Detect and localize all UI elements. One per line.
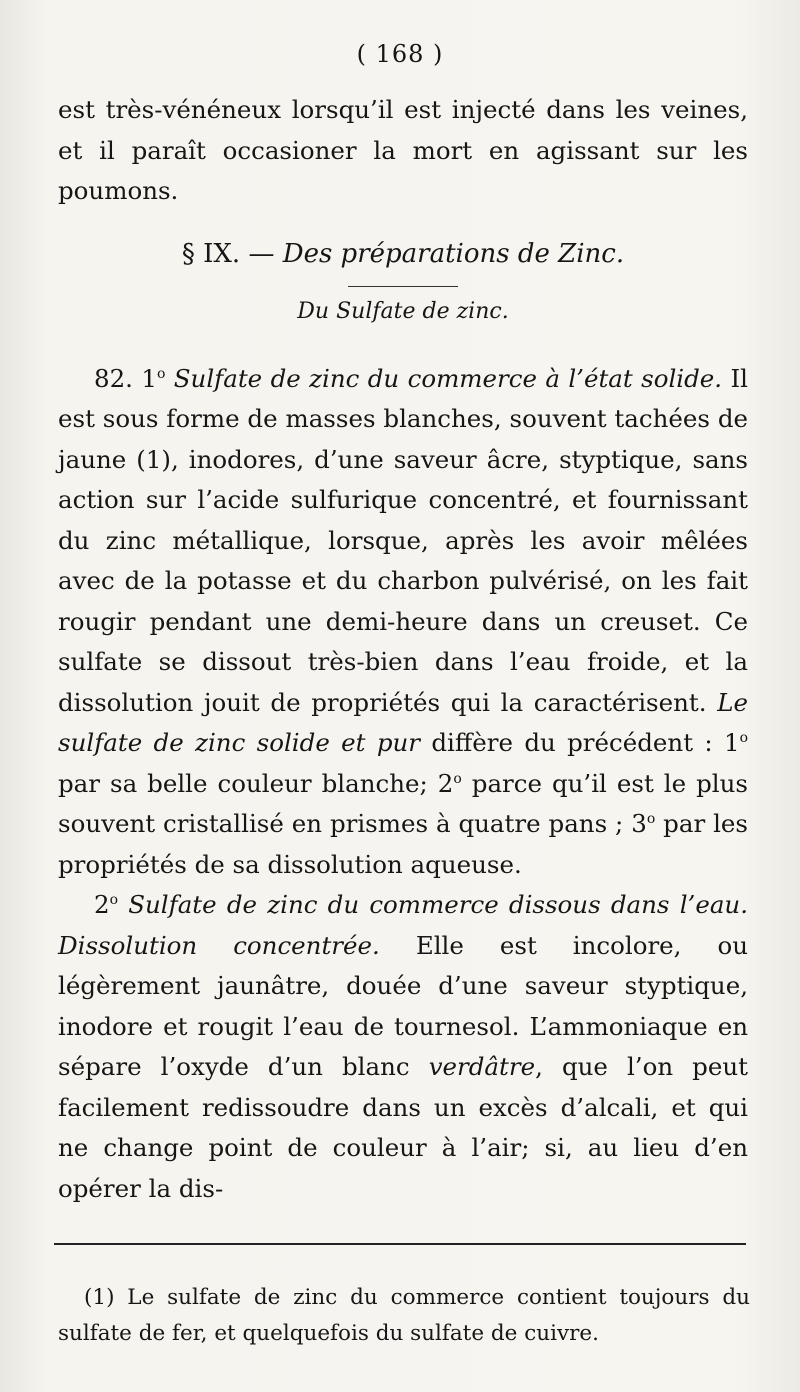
emphasis-text: verdâtre	[428, 1052, 536, 1081]
paragraph-text: , que l’on peut facilement redissoudre dans un excès d’alcali, et qui ne change point de couleur à l’air; si, au lieu d’en opérer la dis-	[58, 1052, 748, 1203]
paragraph-2	[58, 885, 748, 1209]
body-text	[58, 90, 748, 1209]
paragraph-continuation: est très-vénéneux lorsqu’il est injecté dans les veines, et il paraît occasioner la mort en agissant sur les poumons.	[58, 95, 748, 205]
ordinal-sup: o	[109, 891, 119, 908]
paragraph-heading: Sulfate de zinc du commerce à l’état solide.	[173, 363, 723, 393]
ordinal-sup: o	[646, 810, 656, 827]
ordinal-sup: o	[156, 365, 166, 382]
section-title: Des préparations de Zinc.	[282, 238, 625, 269]
footnote-divider	[54, 1243, 746, 1245]
ordinal-sup: o	[739, 729, 748, 746]
paragraph-text: par sa belle couleur blanche; 2	[58, 768, 454, 798]
paragraph-number: 82. 1	[94, 363, 157, 393]
paragraph-text: diffère du précédent : 1	[420, 728, 740, 757]
footnote-mark: (1)	[84, 1285, 115, 1310]
section-heading	[58, 234, 748, 274]
paragraph-82	[58, 359, 748, 886]
page-number: ( 168 )	[356, 40, 444, 68]
paragraph-text: Elle est incolore, ou légèrement jaunâtre, douée d’une saveur styptique, inodore et rougit l’eau de tournesol. L’ammoniaque en sépare l’oxyde d’un blanc	[58, 930, 748, 1081]
paragraph-text: par les propriétés de sa dissolution aqueuse.	[58, 809, 748, 879]
section-divider	[348, 286, 458, 287]
section-subtitle: Du Sulfate de zinc.	[297, 298, 509, 324]
footnote-text: Le sulfate de zinc du commerce contient toujours du sulfate de fer, et quelquefois du sulfate de cuivre.	[58, 1285, 750, 1346]
footnote	[58, 1280, 750, 1352]
ordinal-sup: o	[453, 770, 462, 787]
emphasis-text: Le sulfate de zinc solide et pur	[58, 687, 748, 757]
paragraph-heading: Sulfate de zinc du commerce dissous dans l’eau. Dissolution concentrée.	[58, 890, 748, 960]
paragraph-text: parce qu’il est le plus souvent cristallisé en prismes à quatre pans ; 3	[58, 768, 748, 838]
paragraph-text: Il est sous forme de masses blanches, souvent tachées de jaune (1), inodores, d’une saveur âcre, styptique, sans action sur l’acide sulfurique concentré, et fournissant du zinc métallique, lorsque, après les avoir mêlées avec de la potasse et du charbon pulvérisé, on les fait rougir pendant une demi-heure dans un creuset. Ce sulfate se dissout très-bien dans l’eau froide, et la dissolution jouit de propriétés qui la caractérisent.	[58, 363, 748, 717]
section-number: § IX. —	[181, 238, 283, 269]
paragraph-number: 2	[94, 890, 110, 919]
